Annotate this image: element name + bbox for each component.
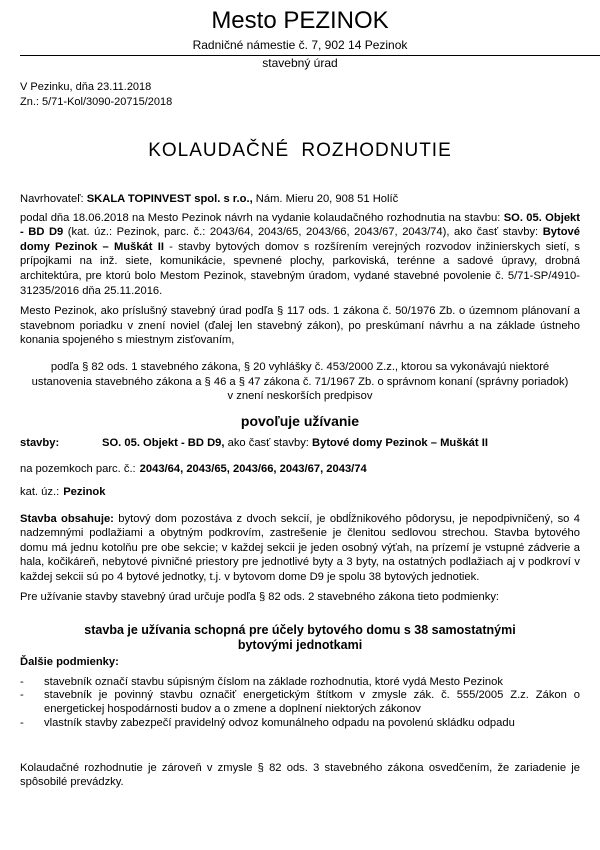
document-meta xyxy=(20,80,580,110)
building-label: stavby: xyxy=(20,436,60,449)
municipality-title: Mesto PEZINOK xyxy=(211,7,389,34)
list-item xyxy=(20,689,580,717)
document-title: KOLAUDAČNÉ ROZHODNUTIE xyxy=(148,140,452,161)
conditions-intro: Pre užívanie stavby stavebný úrad určuje podľa § 82 ods. 2 stavebného zákona tieto podmienky: xyxy=(20,591,500,604)
building-name: Bytové domy Pezinok – Muškát II xyxy=(312,436,488,449)
description-text: bytový dom pozostáva z dvoch sekcií, je obdĺžnikového pôdorysu, je nepodpivničený, so 4 nadzemnými podlažiami a obytným podkrovím, zastrešenie je členitou sedlovou strechou. Stavba bytového domu má jednu kotolňu pre obe sekcie; v každej sekcii je jeden osobný výťah, na prízemí je vstupné zádverie a hala, kočikáreň, nebytové pivničné priestory pre jednotlivé byty a 3 byty, na ostatných podlažiach aj v podkroví v každej sekcii sú po 4 bytové jednotky, t.j. v bytovom dome D9 je spolu 38 bytových jednotiek. xyxy=(20,512,580,583)
list-item xyxy=(20,676,580,690)
municipality-address: Radničné námestie č. 7, 902 14 Pezinok xyxy=(192,38,408,52)
cadastral-value: Pezinok xyxy=(63,485,106,498)
condition-text: stavebník označí stavbu súpisným číslom na základe rozhodnutia, ktoré vydá Mesto Pezinok xyxy=(44,675,503,688)
cadastral-row xyxy=(20,485,580,500)
para1-text-a: podal dňa 18.06.2018 na Mesto Pezinok návrh na vydanie kolaudačného rozhodnutia na stavbu: xyxy=(20,211,504,224)
building-row xyxy=(20,436,580,451)
parcels-values: 2043/64, 2043/65, 2043/66, 2043/67, 2043/74 xyxy=(139,463,367,476)
applicant-label: Navrhovateľ: xyxy=(20,193,84,205)
decision-heading: povoľuje užívanie xyxy=(240,412,360,429)
bullet-dash: - xyxy=(20,717,24,730)
place-date: V Pezinku, dňa 23.11.2018 xyxy=(20,81,152,93)
para1-object: SO. 05. Objekt - BD D9 xyxy=(20,211,580,239)
description-label: Stavba obsahuje: xyxy=(20,512,114,525)
office-name: stavebný úrad xyxy=(262,56,338,70)
legal-basis-paragraph: podľa § 82 ods. 1 stavebného zákona, § 20 vyhlášky č. 453/2000 Z.z., ktorou sa vykonávajú niektoré ustanovenia stavebného zákona a § 46 a § 47 zákona č. 71/1967 Zb. o správnom konaní (správny poriadok) v znení neskorších predpisov xyxy=(31,360,569,403)
bullet-dash: - xyxy=(20,689,24,702)
bullet-dash: - xyxy=(20,675,24,688)
list-item xyxy=(20,717,580,731)
conditions-list xyxy=(20,676,580,731)
cadastral-label: kat. úz.: xyxy=(20,485,60,498)
reference-number: Zn.: 5/71-Kol/3090-20715/2018 xyxy=(20,96,173,108)
authority-paragraph: Mesto Pezinok, ako príslušný stavebný úrad podľa § 117 ods. 1 zákona č. 50/1976 Zb. o územnom plánovaní a stavebnom poriadku v znení noviel (ďalej len stavebný zákon), po preskúmaní návrhu a na základe ústneho konania spojeného s miestnym zisťovaním, xyxy=(20,305,580,347)
condition-text: stavebník je povinný stavbu označiť energetickým štítkom v zmysle zák. č. 555/2005 Z.z. Zákon o energetickej hospodárnosti budov a o zmene a doplnení niektorých zákonov xyxy=(44,689,580,716)
parcels-label: na pozemkoch parc. č.: xyxy=(20,463,136,476)
condition-text: vlastník stavby zabezpečí pravidelný odvoz komunálneho odpadu na povolenú skládku odpadu xyxy=(44,717,515,730)
para1-building: Bytové domy Pezinok – Muškát II xyxy=(20,226,580,253)
applicant-line xyxy=(20,192,580,207)
conditions-heading: stavba je užívania schopná pre účely bytového domu s 38 samostatnými bytovými jednotkami xyxy=(84,623,516,653)
application-paragraph xyxy=(20,211,580,299)
parcels-row xyxy=(20,462,580,477)
description-paragraph xyxy=(20,512,580,585)
applicant-address: Nám. Mieru 20, 908 51 Holíč xyxy=(255,193,399,205)
applicant-name: SKALA TOPINVEST spol. s r.o., xyxy=(86,193,253,205)
closing-paragraph: Kolaudačné rozhodnutie je zároveň v zmysle § 82 ods. 3 stavebného zákona osvedčením, že zariadenie je spôsobilé prevádzky. xyxy=(20,761,580,789)
building-object: SO. 05. Objekt - BD D9, xyxy=(102,436,225,449)
para1-text-c: (kat. úz.: Pezinok, parc. č.: 2043/64, 2043/65, 2043/66, 2043/67, 2043/74), ako časť stavby: xyxy=(63,226,543,239)
para1-text-e: - stavby bytových domov s rozšírením verejných rozvodov inžinierskych sietí, s prípojkami na inž. siete, komunikácie, spevnené plochy, parkoviská, terénne a sadové úpravy, drobná architektúra, pre ktorú bolo Mestom Pezinok, stavebným úradom, vydané stavebné povolenie č. 5/71-SP/4910-31235/2016 dňa 25.11.2016. xyxy=(20,240,580,297)
further-conditions-label: Ďalšie podmienky: xyxy=(20,656,119,669)
building-mid: ako časť stavby: xyxy=(224,436,313,449)
